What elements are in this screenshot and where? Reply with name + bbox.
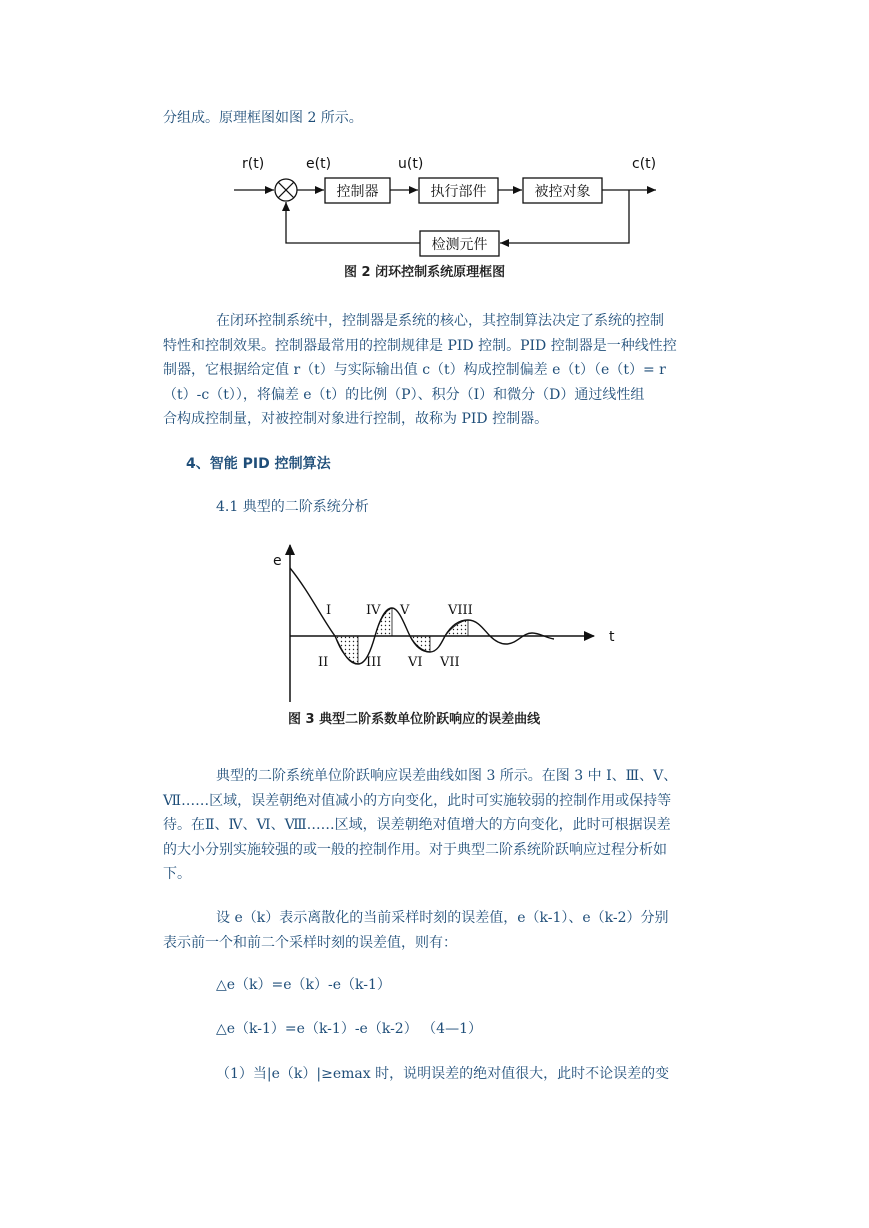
equation-2: △e（k-1）=e（k-1）-e（k-2） （4—1） [216, 1021, 482, 1037]
paragraph-line: 表示前一个和前二个采样时刻的误差值，则有： [163, 934, 457, 951]
paragraph-line: （t）-c（t）），将偏差 e（t）的比例（P）、积分（I）和微分（D）通过线性组 [163, 386, 645, 403]
paragraph-sampling [163, 906, 711, 955]
paragraph-line: 典型的二阶系统单位阶跃响应误差曲线如图 3 所示。在图 3 中 Ⅰ、Ⅲ、Ⅴ、 [216, 768, 678, 784]
subsection-heading: 4.1 典型的二阶系统分析 [216, 499, 369, 515]
paragraph-line: 合构成控制量，对被控制对象进行控制，故称为 PID 控制器。 [163, 411, 549, 427]
figure-3-error-curve [268, 540, 628, 732]
region-label-VIII: VIII [448, 603, 473, 618]
figure-3-svg [268, 540, 628, 732]
paragraph-line: 特性和控制效果。控制器最常用的控制规律是 PID 控制。PID 控制器是一种线性控 [163, 337, 677, 354]
figure-2-svg [228, 150, 668, 285]
paragraph-line: 的大小分别实施较强的或一般的控制作用。对于典型二阶系统阶跃响应过程分析如 [163, 841, 667, 858]
equation-1: △e（k）=e（k）-e（k-1） [216, 977, 391, 993]
region-label-VI: VI [408, 655, 423, 670]
sensor-label: 检测元件 [431, 237, 488, 253]
signal-c-label: c(t) [632, 156, 657, 172]
signal-r-label: r(t) [242, 156, 265, 172]
region-label-III: III [366, 655, 382, 670]
axis-t-label: t [609, 629, 615, 645]
section-heading: 4、智能 PID 控制算法 [186, 456, 331, 472]
region-label-VII: VII [440, 655, 460, 670]
paragraph-line: 待。在Ⅱ、Ⅳ、Ⅵ、Ⅷ……区域，误差朝绝对值增大的方向变化，此时可根据误差 [163, 817, 671, 833]
paragraph-line: 设 e（k）表示离散化的当前采样时刻的误差值，e（k-1）、e（k-2）分别 [216, 910, 669, 926]
region-label-I: I [326, 603, 332, 618]
actuator-label: 执行部件 [430, 184, 487, 200]
signal-u-label: u(t) [398, 156, 424, 172]
plant-label: 被控对象 [534, 184, 591, 200]
summing-junction [275, 179, 297, 201]
intro-line: 分组成。原理框图如图 2 所示。 [163, 110, 363, 126]
figure-3-caption: 图 3 典型二阶系数单位阶跃响应的误差曲线 [288, 712, 541, 727]
paragraph-error-curve [163, 764, 711, 887]
region-label-V: V [400, 603, 410, 618]
region-II-shading [335, 636, 358, 664]
controller-label: 控制器 [336, 184, 379, 200]
paragraph-line: Ⅶ……区域，误差朝绝对值减小的方向变化，此时可实施较弱的控制作用或保持等 [163, 792, 672, 809]
region-VIII-shading [445, 620, 468, 636]
figure-2-block-diagram [228, 150, 668, 285]
region-label-IV: IV [366, 603, 381, 618]
signal-e-label: e(t) [306, 156, 332, 172]
condition-1-line: （1）当|e（k）|≥emax 时，说明误差的绝对值很大，此时不论误差的变 [216, 1066, 670, 1082]
paragraph-line: 制器，它根据给定值 r（t）与实际输出值 c（t）构成控制偏差 e（t）（e（t）= r [163, 362, 666, 378]
axis-e-label: e [273, 553, 282, 569]
paragraph-line: 在闭环控制系统中，控制器是系统的核心，其控制算法决定了系统的控制 [216, 313, 664, 329]
paragraph-closed-loop [163, 309, 711, 432]
paragraph-line: 下。 [163, 866, 191, 882]
region-label-II: II [318, 655, 329, 670]
figure-2-caption: 图 2 闭环控制系统原理框图 [344, 265, 506, 280]
